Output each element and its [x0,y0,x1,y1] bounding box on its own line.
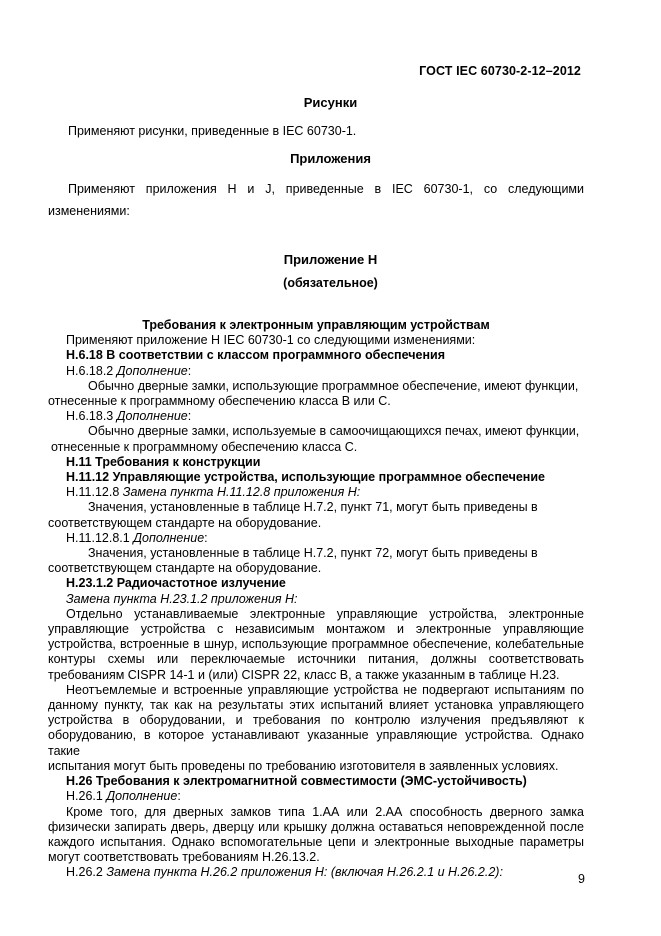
paragraph: отнесенные к программному обеспечению класса В или С. [48,394,391,409]
clause-heading-h11: Н.11 Требования к конструкции [66,454,261,469]
paragraph-line: требованиям CISPR 14-1 и (или) CISPR 22, класс В, а также указанным в таблице Н.23. [48,667,560,682]
paragraph-line: Кроме того, для дверных замков типа 1.АА или 2.АА способность дверного замка [66,804,584,819]
paragraph-line: каждого испытания. Однако вспомогательные цепи и электронные выходные параметры [48,834,584,849]
clause-heading-h23-1-2: Н.23.1.2 Радиочастотное излучение [66,576,286,591]
section-heading: Требования к электронным управляющим устройствам [142,318,490,332]
clause-h11-12-8: Н.11.12.8 Замена пункта Н.11.12.8 приложения Н: [66,485,361,500]
annexes-title: Приложения [290,151,371,166]
paragraph: Значения, установленные в таблице Н.7.2, пункт 72, могут быть приведены в [88,546,538,561]
clause-heading-h11-12: Н.11.12 Управляющие устройства, использующие программное обеспечение [66,470,545,485]
annex-h-title: Приложение Н [283,252,378,267]
clause-heading-h6-18: Н.6.18 В соответствии с классом программного обеспечения [66,348,445,363]
paragraph-line: могут соответствовать требованиям Н.26.13.2. [48,850,320,865]
clause-heading-h26: Н.26 Требования к электромагнитной совместимости (ЭМС-устойчивость) [66,774,527,789]
paragraph-line: устройства в оборудовании, и требования по контролю излучения предъявляют к [48,713,584,728]
paragraph: Применяют приложение Н IEC 60730-1 со следующими изменениями: [66,333,476,348]
paragraph-line: физически запирать дверь, дверцу или крышку должна оставаться неповрежденной после [48,819,584,834]
clause-h6-18-2: Н.6.18.2 Дополнение: [66,363,192,378]
annex-h-subtitle: (обязательное) [283,276,378,290]
clause-h11-12-8-1: Н.11.12.8.1 Дополнение: [66,530,208,545]
clause-replacement-note: Замена пункта Н.23.1.2 приложения Н: [66,591,298,606]
paragraph-line: управляющие устройства с независимым монтажом и электронные управляющие [48,622,584,637]
document-id: ГОСТ IEC 60730-2-12–2012 [419,64,581,78]
clause-h6-18-3: Н.6.18.3 Дополнение: [66,409,192,424]
paragraph-line: оборудованию, в которое устанавливают указанные управляющие устройства. Однако такие [48,728,584,758]
paragraph-line: Отдельно устанавливаемые электронные управляющие устройства, электронные [66,606,584,621]
annexes-text-line1: Применяют приложения Н и J, приведенные в IEC 60730-1, со следующими [68,182,584,196]
page-number: 9 [578,872,585,886]
figures-text: Применяют рисунки, приведенные в IEC 60730-1. [68,124,357,138]
paragraph-line: устройства, встроенные в шнур, использующие программное обеспечение, колебательные [48,637,584,652]
paragraph: Значения, установленные в таблице Н.7.2, пункт 71, могут быть приведены в [88,500,538,515]
paragraph: соответствующем стандарте на оборудование. [48,561,322,576]
paragraph-line: Неотъемлемые и встроенные управляющие устройства не подвергают испытаниям по [66,682,584,697]
figures-title: Рисунки [303,95,358,110]
paragraph-line: контуры схемы или переключаемые источники питания, должны соответствовать [48,652,584,667]
paragraph-line: испытания могут быть проведены по требованию изготовителя в заявленных условиях. [48,758,559,773]
paragraph: отнесенные к программному обеспечению класса С. [51,439,358,454]
clause-h26-2: Н.26.2 Замена пункта Н.26.2 приложения Н: (включая Н.26.2.1 и Н.26.2.2): [66,865,503,880]
paragraph-line: данному пункту, так как на результаты этих испытаний влияет установка управляющего [48,698,584,713]
annexes-text-line2: изменениями: [48,204,130,218]
paragraph: соответствующем стандарте на оборудование. [48,515,322,530]
clause-h26-1: Н.26.1 Дополнение: [66,789,181,804]
paragraph: Обычно дверные замки, использующие программное обеспечение, имеют функции, [88,378,579,393]
paragraph: Обычно дверные замки, используемые в самоочищающихся печах, имеют функции, [88,424,580,439]
annex-h-body [48,318,584,881]
